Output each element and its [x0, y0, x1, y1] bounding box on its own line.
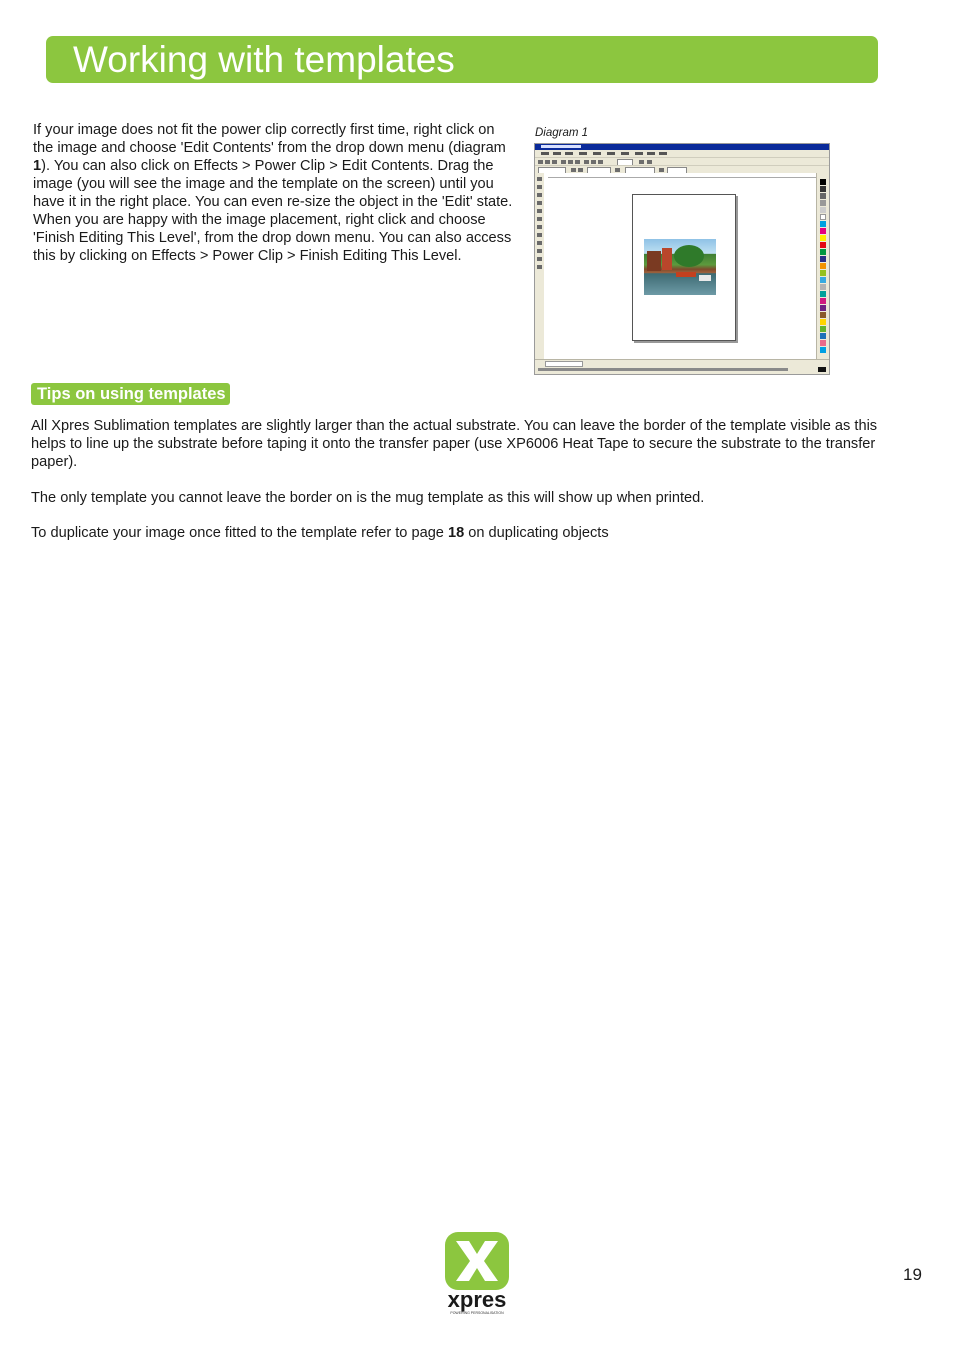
intro-paragraph — [33, 121, 513, 265]
logo-wordmark: xpres — [447, 1287, 507, 1312]
tips-paragraph-1: All Xpres Sublimation templates are slightly larger than the actual substrate. You can leave the border of the template visible as this helps to line up the substrate before taping it onto the transfer paper (use XP6006 Heat Tape to secure the substrate to the transfer paper). — [31, 418, 878, 470]
template-page — [632, 194, 736, 341]
intro-text-end: ). You can also click on Effects > Power Clip > Edit Contents. Drag the image (you will see the image and the template on the screen) until you have it in the right place. You can even re-size the object in the 'Edit' state. When you are happy with the image placement, right click and choose 'Finish Editing This Level', from the drop down menu. You can also access this by clicking on Effects > Power Clip > Finish Editing This Level. — [33, 158, 513, 264]
tips-paragraph-2: The only template you cannot leave the border on is the mug template as this will show up when printed. — [31, 490, 705, 506]
page-number: 19 — [903, 1265, 922, 1284]
tips-paragraph-3 — [31, 524, 881, 542]
page-title: Working with templates — [73, 39, 455, 80]
page-reference: 18 — [447, 525, 465, 541]
menu-bar — [535, 150, 829, 157]
diagram-screenshot — [534, 143, 830, 375]
status-bar — [535, 359, 829, 374]
tips-para3-end: on duplicating objects — [464, 525, 609, 541]
color-palette — [816, 173, 829, 360]
title-banner — [46, 36, 878, 83]
logo-tagline: POWERING PERSONALISATION — [450, 1311, 504, 1315]
canal-photo — [644, 239, 716, 295]
diagram-reference: 1 — [33, 158, 42, 174]
diagram-caption: Diagram 1 — [535, 127, 589, 139]
intro-text-start: If your image does not fit the power clip correctly first time, right click on the image and choose 'Edit Contents' from the drop down menu (diagram — [33, 122, 506, 156]
drawing-canvas — [548, 178, 817, 360]
xpres-logo — [431, 1232, 523, 1316]
tips-heading: Tips on using templates — [31, 383, 230, 405]
tips-para3-start: To duplicate your image once fitted to the template refer to page — [31, 525, 448, 541]
